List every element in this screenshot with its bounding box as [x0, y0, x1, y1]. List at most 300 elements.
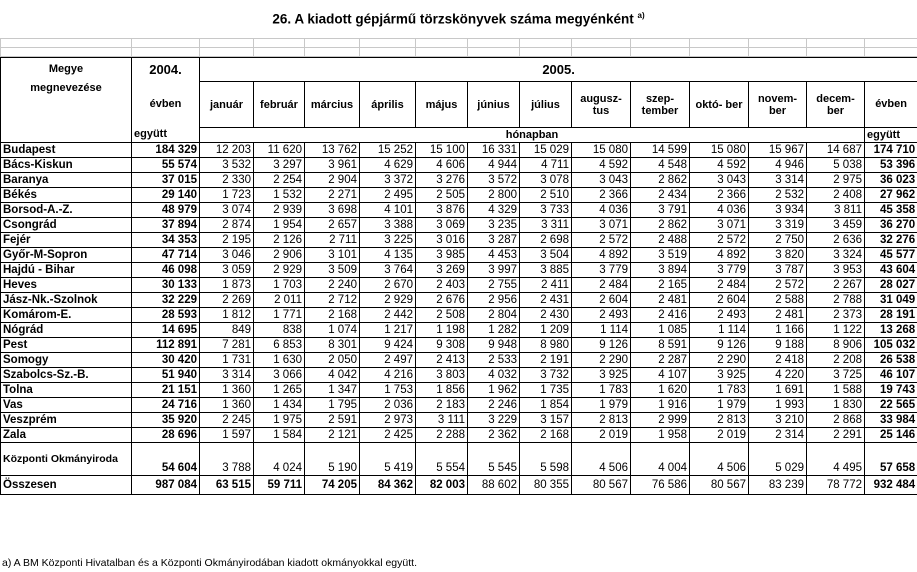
- value-month: 2 929: [360, 293, 416, 308]
- value-month: 1 074: [305, 323, 360, 338]
- value-month: 2 271: [305, 188, 360, 203]
- value-month: 1 735: [520, 383, 572, 398]
- value-month: 3 925: [572, 368, 631, 383]
- value-month: 5 419: [360, 443, 416, 476]
- value-month: 2 373: [807, 308, 865, 323]
- value-month: 3 229: [468, 413, 520, 428]
- value-month: 3 287: [468, 233, 520, 248]
- header-month: októ- ber: [690, 82, 749, 128]
- value-month: 4 946: [749, 158, 807, 173]
- header-month: május: [416, 82, 468, 128]
- value-month: 15 029: [520, 143, 572, 158]
- value-2005: 25 146: [865, 428, 917, 443]
- value-2005: 53 396: [865, 158, 917, 173]
- value-2005: 36 023: [865, 173, 917, 188]
- value-month: 1 830: [807, 398, 865, 413]
- table-row: [1, 233, 917, 248]
- value-month: 4 220: [749, 368, 807, 383]
- value-month: 4 453: [468, 248, 520, 263]
- value-2005: 43 604: [865, 263, 917, 278]
- value-month: 2 999: [631, 413, 690, 428]
- value-month: 4 711: [520, 158, 572, 173]
- value-month: 15 967: [749, 143, 807, 158]
- value-month: 2 572: [572, 233, 631, 248]
- value-month: 3 069: [416, 218, 468, 233]
- value-month: 3 811: [807, 203, 865, 218]
- county-name: Nógrád: [1, 323, 132, 338]
- value-month: 4 216: [360, 368, 416, 383]
- value-month: 3 925: [690, 368, 749, 383]
- value-2004: 51 940: [132, 368, 200, 383]
- value-month: 4 944: [468, 158, 520, 173]
- value-month: 1 114: [572, 323, 631, 338]
- value-month: 2 121: [305, 428, 360, 443]
- value-month: 2 862: [631, 173, 690, 188]
- value-month: 1 630: [254, 353, 305, 368]
- value-month: 80 355: [520, 476, 572, 495]
- value-month: 2 939: [254, 203, 305, 218]
- county-name: Szabolcs-Sz.-B.: [1, 368, 132, 383]
- value-month: 1 873: [200, 278, 254, 293]
- value-month: 2 788: [807, 293, 865, 308]
- value-month: 4 024: [254, 443, 305, 476]
- value-month: 3 078: [520, 173, 572, 188]
- value-month: 3 225: [360, 233, 416, 248]
- header-month: június: [468, 82, 520, 128]
- value-month: 2 195: [200, 233, 254, 248]
- header-year-2005: 2005.: [200, 58, 917, 82]
- value-month: 2 572: [690, 233, 749, 248]
- value-month: 2 510: [520, 188, 572, 203]
- value-month: 2 411: [520, 278, 572, 293]
- table-row: [1, 338, 917, 353]
- value-month: 2 862: [631, 218, 690, 233]
- value-month: 2 430: [520, 308, 572, 323]
- value-month: 2 975: [807, 173, 865, 188]
- value-month: 2 267: [807, 278, 865, 293]
- value-month: 1 962: [468, 383, 520, 398]
- value-month: 2 425: [360, 428, 416, 443]
- value-month: 1 916: [631, 398, 690, 413]
- value-month: 1 753: [360, 383, 416, 398]
- value-month: 9 126: [690, 338, 749, 353]
- value-2005: 19 743: [865, 383, 917, 398]
- value-month: 2 019: [572, 428, 631, 443]
- page-title: [0, 11, 917, 27]
- value-month: 3 934: [749, 203, 807, 218]
- value-month: 2 604: [572, 293, 631, 308]
- value-month: 3 046: [200, 248, 254, 263]
- value-month: 4 004: [631, 443, 690, 476]
- table-row: [1, 413, 917, 428]
- value-month: 2 168: [520, 428, 572, 443]
- value-2004: 14 695: [132, 323, 200, 338]
- value-month: 1 691: [749, 383, 807, 398]
- county-name: Komárom-E.: [1, 308, 132, 323]
- value-month: 2 246: [468, 398, 520, 413]
- value-month: 2 418: [749, 353, 807, 368]
- value-month: 1 360: [200, 398, 254, 413]
- value-2004: 28 696: [132, 428, 200, 443]
- value-month: 5 554: [416, 443, 468, 476]
- value-month: 2 269: [200, 293, 254, 308]
- county-name: Központi Okmányiroda: [1, 443, 132, 476]
- value-month: 2 495: [360, 188, 416, 203]
- value-month: 2 868: [807, 413, 865, 428]
- county-name: Zala: [1, 428, 132, 443]
- value-month: 15 080: [572, 143, 631, 158]
- value-month: 1 812: [200, 308, 254, 323]
- value-2005: 13 268: [865, 323, 917, 338]
- value-month: 3 372: [360, 173, 416, 188]
- value-month: 2 314: [749, 428, 807, 443]
- value-month: 4 135: [360, 248, 416, 263]
- value-month: 2 366: [690, 188, 749, 203]
- value-month: 1 122: [807, 323, 865, 338]
- value-2005: 45 358: [865, 203, 917, 218]
- value-month: 1 731: [200, 353, 254, 368]
- value-month: 2 288: [416, 428, 468, 443]
- value-month: 3 787: [749, 263, 807, 278]
- value-month: 15 100: [416, 143, 468, 158]
- value-month: 1 771: [254, 308, 305, 323]
- value-month: 2 245: [200, 413, 254, 428]
- value-month: 2 290: [572, 353, 631, 368]
- value-month: 2 657: [305, 218, 360, 233]
- value-2005: 174 710: [865, 143, 917, 158]
- table-row: [1, 353, 917, 368]
- value-month: 83 239: [749, 476, 807, 495]
- value-month: 76 586: [631, 476, 690, 495]
- table-row: [1, 368, 917, 383]
- value-2004: 30 133: [132, 278, 200, 293]
- title-text: 26. A kiadott gépjármű törzskönyvek száma megyénként: [272, 11, 634, 27]
- value-month: 2 755: [468, 278, 520, 293]
- value-month: 4 892: [572, 248, 631, 263]
- value-month: 3 066: [254, 368, 305, 383]
- value-2005: 32 276: [865, 233, 917, 248]
- value-month: 3 698: [305, 203, 360, 218]
- value-month: 1 166: [749, 323, 807, 338]
- value-2004: 32 229: [132, 293, 200, 308]
- county-name: Baranya: [1, 173, 132, 188]
- value-month: 1 217: [360, 323, 416, 338]
- value-month: 1 434: [254, 398, 305, 413]
- county-name: Fejér: [1, 233, 132, 248]
- value-month: 2 533: [468, 353, 520, 368]
- county-name: Csongrád: [1, 218, 132, 233]
- value-month: 2 168: [305, 308, 360, 323]
- header-month: július: [520, 82, 572, 128]
- county-name: Budapest: [1, 143, 132, 158]
- value-month: 2 484: [690, 278, 749, 293]
- value-month: 8 906: [807, 338, 865, 353]
- value-month: 1 783: [690, 383, 749, 398]
- value-month: 1 954: [254, 218, 305, 233]
- value-month: 8 591: [631, 338, 690, 353]
- value-2005: 932 484: [865, 476, 917, 495]
- value-2004: 37 015: [132, 173, 200, 188]
- header-month: január: [200, 82, 254, 128]
- value-month: 3 111: [416, 413, 468, 428]
- value-month: 3 157: [520, 413, 572, 428]
- value-month: 2 413: [416, 353, 468, 368]
- value-month: 2 330: [200, 173, 254, 188]
- header-month: augusz- tus: [572, 82, 631, 128]
- value-month: 3 733: [520, 203, 572, 218]
- table-row: [1, 383, 917, 398]
- value-month: 2 906: [254, 248, 305, 263]
- value-month: 7 281: [200, 338, 254, 353]
- county-name: Borsod-A.-Z.: [1, 203, 132, 218]
- value-month: 9 126: [572, 338, 631, 353]
- county-name: Tolna: [1, 383, 132, 398]
- county-name: Hajdú - Bihar: [1, 263, 132, 278]
- header-evben-2004: évben: [132, 82, 200, 128]
- value-month: 2 431: [520, 293, 572, 308]
- value-month: 3 732: [520, 368, 572, 383]
- value-month: 4 548: [631, 158, 690, 173]
- value-month: 3 043: [572, 173, 631, 188]
- table-row: [1, 173, 917, 188]
- value-month: 4 495: [807, 443, 865, 476]
- value-month: 59 711: [254, 476, 305, 495]
- value-month: 2 408: [807, 188, 865, 203]
- value-2004: 987 084: [132, 476, 200, 495]
- value-month: 1 783: [572, 383, 631, 398]
- value-2004: 184 329: [132, 143, 200, 158]
- value-2004: 28 593: [132, 308, 200, 323]
- value-month: 4 892: [690, 248, 749, 263]
- value-month: 3 894: [631, 263, 690, 278]
- value-month: 2 481: [749, 308, 807, 323]
- table-row: [1, 323, 917, 338]
- value-month: 1 856: [416, 383, 468, 398]
- value-month: 1 588: [807, 383, 865, 398]
- value-2004: 48 979: [132, 203, 200, 218]
- value-month: 3 276: [416, 173, 468, 188]
- value-month: 2 804: [468, 308, 520, 323]
- value-month: 1 209: [520, 323, 572, 338]
- value-month: 4 036: [690, 203, 749, 218]
- value-month: 1 703: [254, 278, 305, 293]
- value-month: 2 254: [254, 173, 305, 188]
- value-month: 4 107: [631, 368, 690, 383]
- value-month: 1 347: [305, 383, 360, 398]
- value-month: 2 126: [254, 233, 305, 248]
- value-month: 2 874: [200, 218, 254, 233]
- value-month: 14 687: [807, 143, 865, 158]
- value-2005: 31 049: [865, 293, 917, 308]
- value-month: 14 599: [631, 143, 690, 158]
- value-month: 2 362: [468, 428, 520, 443]
- value-month: 2 670: [360, 278, 416, 293]
- table-row: [1, 203, 917, 218]
- county-name: Pest: [1, 338, 132, 353]
- value-month: 1 114: [690, 323, 749, 338]
- value-month: 2 497: [360, 353, 416, 368]
- value-month: 849: [200, 323, 254, 338]
- data-table: [0, 57, 917, 495]
- value-month: 9 948: [468, 338, 520, 353]
- value-month: 80 567: [572, 476, 631, 495]
- value-month: 3 961: [305, 158, 360, 173]
- header-month: decem- ber: [807, 82, 865, 128]
- value-month: 2 698: [520, 233, 572, 248]
- value-month: 5 190: [305, 443, 360, 476]
- sheet-gridlines: [0, 38, 917, 57]
- value-month: 1 723: [200, 188, 254, 203]
- value-month: 3 820: [749, 248, 807, 263]
- value-month: 9 308: [416, 338, 468, 353]
- value-month: 3 985: [416, 248, 468, 263]
- value-month: 3 059: [200, 263, 254, 278]
- value-month: 5 029: [749, 443, 807, 476]
- table-row: [1, 248, 917, 263]
- value-month: 88 602: [468, 476, 520, 495]
- value-month: 3 779: [572, 263, 631, 278]
- value-month: 2 813: [690, 413, 749, 428]
- value-month: 2 481: [631, 293, 690, 308]
- county-name: Békés: [1, 188, 132, 203]
- value-month: 84 362: [360, 476, 416, 495]
- value-2005: 22 565: [865, 398, 917, 413]
- header-month: április: [360, 82, 416, 128]
- value-month: 9 188: [749, 338, 807, 353]
- value-month: 3 876: [416, 203, 468, 218]
- county-name: Összesen: [1, 476, 132, 495]
- value-month: 2 036: [360, 398, 416, 413]
- value-month: 12 203: [200, 143, 254, 158]
- value-month: 4 032: [468, 368, 520, 383]
- county-name: Somogy: [1, 353, 132, 368]
- value-month: 2 588: [749, 293, 807, 308]
- value-month: 74 205: [305, 476, 360, 495]
- value-month: 2 240: [305, 278, 360, 293]
- value-month: 2 403: [416, 278, 468, 293]
- value-month: 3 314: [749, 173, 807, 188]
- value-month: 2 676: [416, 293, 468, 308]
- value-month: 3 388: [360, 218, 416, 233]
- value-2005: 36 270: [865, 218, 917, 233]
- table-row-total: [1, 476, 917, 495]
- header-megnevezese: megnevezése: [1, 82, 132, 128]
- value-month: 3 803: [416, 368, 468, 383]
- value-month: 13 762: [305, 143, 360, 158]
- county-name: Heves: [1, 278, 132, 293]
- value-month: 2 800: [468, 188, 520, 203]
- value-2005: 57 658: [865, 443, 917, 476]
- county-name: Győr-M-Sopron: [1, 248, 132, 263]
- value-month: 3 532: [200, 158, 254, 173]
- value-month: 2 904: [305, 173, 360, 188]
- value-month: 2 572: [749, 278, 807, 293]
- value-month: 3 101: [305, 248, 360, 263]
- value-month: 3 269: [416, 263, 468, 278]
- value-month: 2 750: [749, 233, 807, 248]
- value-month: 4 329: [468, 203, 520, 218]
- value-month: 2 011: [254, 293, 305, 308]
- value-month: 4 592: [572, 158, 631, 173]
- value-month: 2 532: [749, 188, 807, 203]
- value-month: 2 973: [360, 413, 416, 428]
- value-month: 2 488: [631, 233, 690, 248]
- value-month: 2 604: [690, 293, 749, 308]
- value-month: 2 191: [520, 353, 572, 368]
- value-month: 2 290: [690, 353, 749, 368]
- header-year-2004: 2004.: [132, 58, 200, 82]
- value-month: 3 071: [690, 218, 749, 233]
- value-month: 4 506: [690, 443, 749, 476]
- value-month: 3 997: [468, 263, 520, 278]
- header-month: szep- tember: [631, 82, 690, 128]
- value-month: 1 282: [468, 323, 520, 338]
- value-month: 3 459: [807, 218, 865, 233]
- value-2005: 105 032: [865, 338, 917, 353]
- header-month: február: [254, 82, 305, 128]
- value-month: 2 291: [807, 428, 865, 443]
- value-month: 4 592: [690, 158, 749, 173]
- value-2005: 28 191: [865, 308, 917, 323]
- value-month: 2 636: [807, 233, 865, 248]
- value-month: 2 442: [360, 308, 416, 323]
- value-2005: 33 984: [865, 413, 917, 428]
- value-month: 3 319: [749, 218, 807, 233]
- table-row: [1, 293, 917, 308]
- value-month: 2 366: [572, 188, 631, 203]
- value-2004: 55 574: [132, 158, 200, 173]
- value-month: 3 016: [416, 233, 468, 248]
- value-month: 3 572: [468, 173, 520, 188]
- value-month: 3 791: [631, 203, 690, 218]
- value-month: 3 071: [572, 218, 631, 233]
- value-month: 6 853: [254, 338, 305, 353]
- value-month: 2 712: [305, 293, 360, 308]
- header-month: március: [305, 82, 360, 128]
- header-month: novem- ber: [749, 82, 807, 128]
- value-month: 3 764: [360, 263, 416, 278]
- value-month: 1 795: [305, 398, 360, 413]
- value-month: 2 813: [572, 413, 631, 428]
- value-month: 1 532: [254, 188, 305, 203]
- title-footnote-mark: a): [637, 11, 645, 20]
- table-row: [1, 158, 917, 173]
- value-month: 2 165: [631, 278, 690, 293]
- value-month: 3 210: [749, 413, 807, 428]
- value-month: 2 493: [572, 308, 631, 323]
- value-month: 838: [254, 323, 305, 338]
- value-month: 2 287: [631, 353, 690, 368]
- value-month: 2 711: [305, 233, 360, 248]
- value-month: 3 311: [520, 218, 572, 233]
- value-2004: 47 714: [132, 248, 200, 263]
- county-name: Bács-Kiskun: [1, 158, 132, 173]
- value-month: 8 301: [305, 338, 360, 353]
- value-month: 3 074: [200, 203, 254, 218]
- value-month: 15 080: [690, 143, 749, 158]
- value-month: 11 620: [254, 143, 305, 158]
- value-2005: 46 107: [865, 368, 917, 383]
- value-month: 2 050: [305, 353, 360, 368]
- value-month: 16 331: [468, 143, 520, 158]
- value-month: 2 416: [631, 308, 690, 323]
- value-month: 2 956: [468, 293, 520, 308]
- value-month: 3 519: [631, 248, 690, 263]
- value-2005: 28 027: [865, 278, 917, 293]
- value-month: 80 567: [690, 476, 749, 495]
- value-month: 3 779: [690, 263, 749, 278]
- value-month: 1 265: [254, 383, 305, 398]
